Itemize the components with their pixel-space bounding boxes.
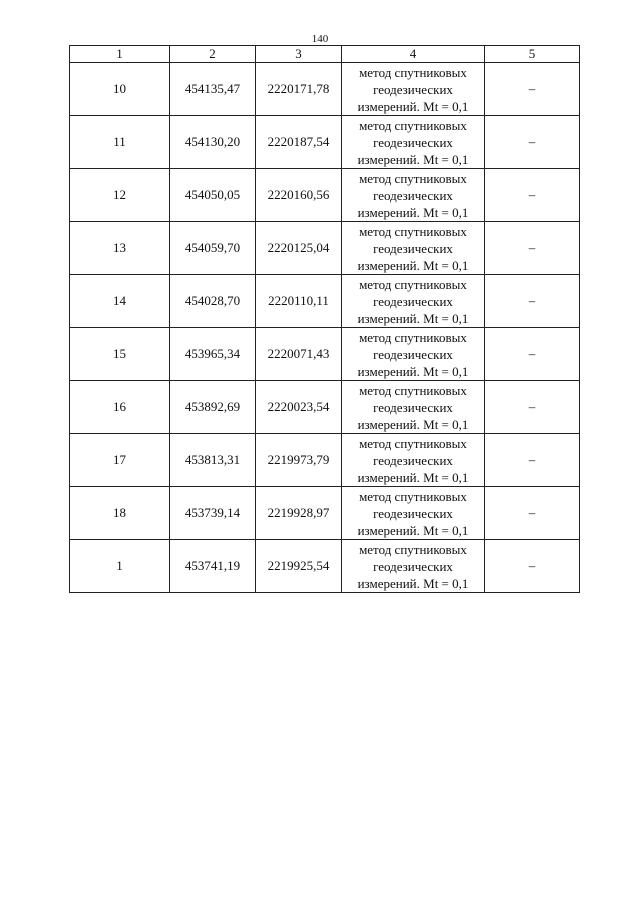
table-row [70,63,580,116]
y-coordinate-cell: 2220071,43 [256,328,342,381]
point-number-cell: 11 [70,116,170,169]
x-coordinate-cell: 454135,47 [170,63,256,116]
method-line: метод спутниковых [359,488,467,504]
note-cell: – [485,116,580,169]
method-line: измерений. Mt = 0,1 [357,575,469,591]
y-coordinate-cell: 2220160,56 [256,169,342,222]
method-line: измерений. Mt = 0,1 [357,98,469,114]
note-cell: – [485,328,580,381]
table-header-row [70,46,580,63]
y-coordinate-cell: 2220023,54 [256,381,342,434]
y-coordinate-cell: 2220187,54 [256,116,342,169]
column-header: 1 [70,46,170,63]
method-cell [342,381,485,434]
x-coordinate-cell: 453965,34 [170,328,256,381]
point-number-cell: 18 [70,487,170,540]
method-line: геодезических [373,293,453,309]
method-line: геодезических [373,134,453,150]
method-cell [342,328,485,381]
point-number-cell: 17 [70,434,170,487]
y-coordinate-cell: 2219928,97 [256,487,342,540]
table-row [70,540,580,593]
method-cell [342,222,485,275]
method-line: измерений. Mt = 0,1 [357,363,469,379]
method-line: метод спутниковых [359,117,467,133]
method-cell [342,275,485,328]
note-cell: – [485,434,580,487]
point-number-cell: 16 [70,381,170,434]
note-cell: – [485,381,580,434]
method-line: измерений. Mt = 0,1 [357,151,469,167]
point-number-cell: 15 [70,328,170,381]
method-line: метод спутниковых [359,170,467,186]
note-cell: – [485,222,580,275]
x-coordinate-cell: 453892,69 [170,381,256,434]
method-line: геодезических [373,187,453,203]
method-line: геодезических [373,81,453,97]
table-row [70,381,580,434]
y-coordinate-cell: 2220171,78 [256,63,342,116]
method-cell [342,63,485,116]
point-number-cell: 1 [70,540,170,593]
coordinates-table [69,45,580,593]
x-coordinate-cell: 454059,70 [170,222,256,275]
method-line: измерений. Mt = 0,1 [357,204,469,220]
table-row [70,169,580,222]
table-row [70,434,580,487]
note-cell: – [485,275,580,328]
method-cell [342,169,485,222]
method-cell [342,434,485,487]
method-line: геодезических [373,399,453,415]
method-cell [342,116,485,169]
method-line: геодезических [373,346,453,362]
page-number: 140 [311,33,329,45]
method-line: измерений. Mt = 0,1 [357,416,469,432]
table-row [70,328,580,381]
method-line: метод спутниковых [359,435,467,451]
x-coordinate-cell: 453741,19 [170,540,256,593]
note-cell: – [485,63,580,116]
x-coordinate-cell: 454050,05 [170,169,256,222]
method-line: геодезических [373,240,453,256]
table-row [70,487,580,540]
y-coordinate-cell: 2219925,54 [256,540,342,593]
x-coordinate-cell: 453739,14 [170,487,256,540]
method-line: геодезических [373,505,453,521]
method-line: геодезических [373,452,453,468]
point-number-cell: 14 [70,275,170,328]
method-line: метод спутниковых [359,541,467,557]
method-line: измерений. Mt = 0,1 [357,469,469,485]
table-row [70,116,580,169]
column-header: 4 [342,46,485,63]
table-row [70,275,580,328]
point-number-cell: 13 [70,222,170,275]
note-cell: – [485,540,580,593]
point-number-cell: 10 [70,63,170,116]
table-row [70,222,580,275]
method-cell [342,487,485,540]
column-header: 3 [256,46,342,63]
method-line: метод спутниковых [359,64,467,80]
y-coordinate-cell: 2220110,11 [256,275,342,328]
method-line: метод спутниковых [359,329,467,345]
column-header: 5 [485,46,580,63]
note-cell: – [485,487,580,540]
method-line: метод спутниковых [359,276,467,292]
method-line: метод спутниковых [359,223,467,239]
method-line: измерений. Mt = 0,1 [357,257,469,273]
method-line: метод спутниковых [359,382,467,398]
note-cell: – [485,169,580,222]
method-line: измерений. Mt = 0,1 [357,522,469,538]
column-header: 2 [170,46,256,63]
point-number-cell: 12 [70,169,170,222]
y-coordinate-cell: 2220125,04 [256,222,342,275]
method-line: измерений. Mt = 0,1 [357,310,469,326]
y-coordinate-cell: 2219973,79 [256,434,342,487]
x-coordinate-cell: 454130,20 [170,116,256,169]
method-line: геодезических [373,558,453,574]
x-coordinate-cell: 453813,31 [170,434,256,487]
x-coordinate-cell: 454028,70 [170,275,256,328]
method-cell [342,540,485,593]
